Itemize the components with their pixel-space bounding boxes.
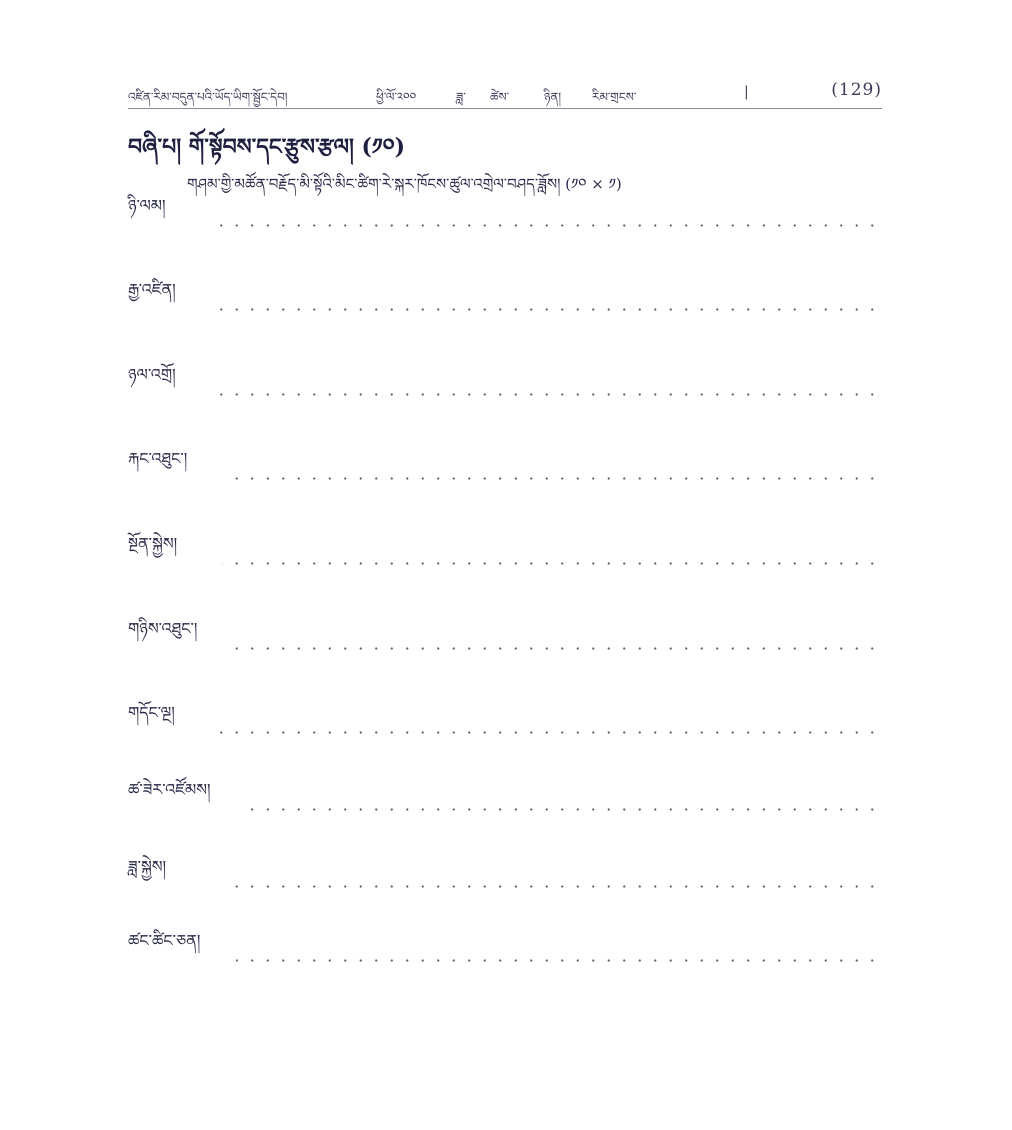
- answer-blank[interactable]: [224, 477, 880, 480]
- exercise-row: [128, 619, 880, 658]
- exercise-row: [128, 931, 880, 970]
- exercise-row: [128, 365, 880, 404]
- answer-blank[interactable]: [220, 308, 880, 311]
- exercise-term: ཚང་ཚིང་ཅན།: [128, 931, 201, 950]
- header-separator: |: [744, 84, 749, 100]
- answer-blank[interactable]: [236, 959, 880, 962]
- answer-blank[interactable]: [220, 731, 880, 734]
- exercise-term: ཟླ་སྐྱེས།: [128, 857, 167, 876]
- exercise-term: གདོང་ལྔ།: [128, 703, 175, 722]
- exercise-term: གཉིས་འཐུང་།: [128, 619, 198, 638]
- exercise-row: [128, 857, 880, 896]
- exercise-term: རྐང་འཐུང་།: [128, 449, 188, 468]
- exercise-term: ཚ་ཟེར་འཛོམས།: [128, 780, 211, 799]
- month-field: ཟླ་: [456, 90, 466, 104]
- exercise-term: སྔོན་སྐྱེས།: [128, 534, 178, 553]
- exercise-row: [128, 449, 880, 488]
- answer-blank[interactable]: [218, 224, 880, 227]
- exercise-term: ཉི་ལམ།: [128, 196, 166, 215]
- exercise-term: རྒྱ་འཛིན།: [128, 280, 176, 299]
- page-number: (129): [831, 80, 882, 100]
- sequence-field: རིམ་གྲངས་: [592, 90, 637, 104]
- answer-blank[interactable]: [222, 562, 880, 565]
- exercise-instruction: གཤམ་གྱི་མཚོན་བརྗོད་མི་སྟོའི་མིང་ཚིག་རེ་སྐར་ཁོངས་ཚུལ་འགྲེལ་བཤད་ཟློས། (༡༠ × ༡): [187, 175, 622, 193]
- answer-blank[interactable]: [220, 393, 880, 396]
- date-field: ཚེས་: [490, 90, 510, 104]
- exercise-row: [128, 703, 880, 742]
- day-field: ཉིན།: [544, 90, 562, 104]
- book-title: འཛིན་རིམ་བདུན་པའི་ཡོད་ཡིག་སྦྱོང་དེབ།: [128, 90, 288, 104]
- exercise-row: [128, 780, 880, 819]
- exercise-row: [128, 534, 880, 573]
- exercise-row: [128, 196, 880, 235]
- answer-blank[interactable]: [250, 808, 880, 811]
- exercise-row: [128, 280, 880, 319]
- exercise-term: ཉལ་འགྲོ།: [128, 365, 176, 384]
- running-header: [128, 78, 882, 109]
- answer-blank[interactable]: [224, 885, 880, 888]
- year-field: ཕྱི་ལོ་༢༠༠: [376, 90, 417, 104]
- answer-blank[interactable]: [226, 647, 880, 650]
- section-title: བཞི་པ། གོ་སྟོབས་དང་རྩུས་རྩལ། (༡༠): [128, 134, 406, 160]
